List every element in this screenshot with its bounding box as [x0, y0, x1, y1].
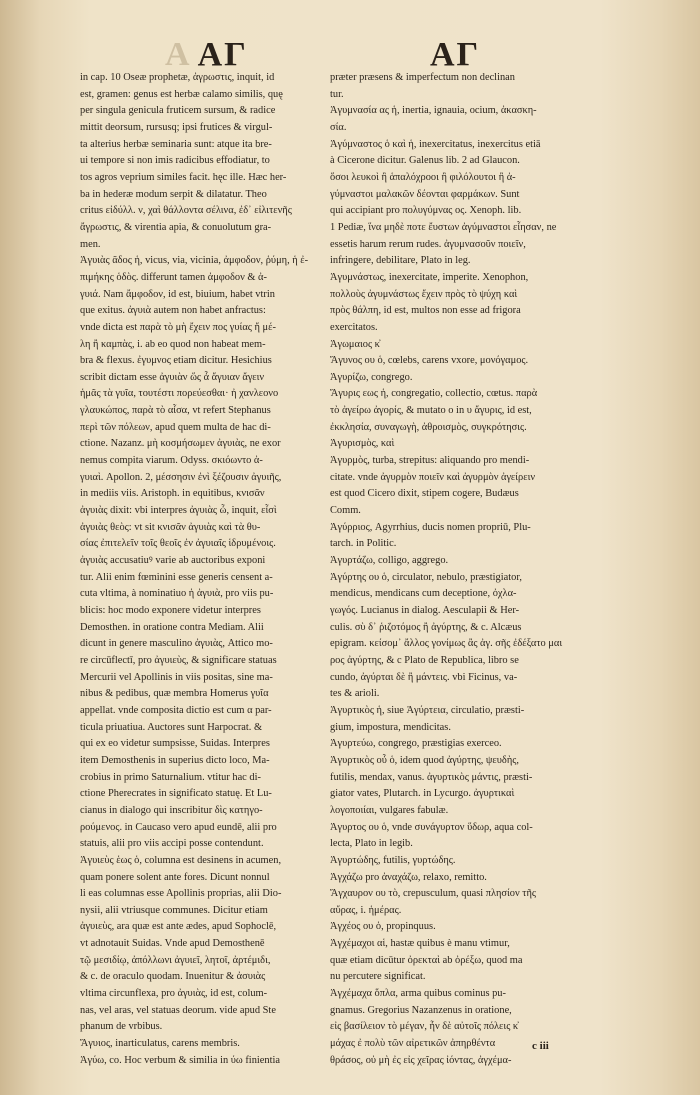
text-line: γυιαὶ. Apollon. 2, μέσσησιν ἐνὶ ξέζουσιν ἀγυιῆς, — [80, 471, 282, 483]
text-line: nemus compita viarum. Odyss. σκιόωντο ἀ- — [80, 455, 263, 467]
text-line: phanum de vrbibus. — [80, 1021, 163, 1033]
text-line: mittit deorsum, rursusq; ipsi frutices & virgul- — [80, 121, 273, 133]
text-line: ἐκκλησία, συναγωγὴ, ἀθροισμὸς, συγκρότησις. — [330, 421, 527, 433]
text-line: αὔρας, i. ἡμέρας. — [330, 904, 402, 916]
text-line: per singula genicula fruticem sursum, & radice — [80, 105, 276, 117]
text-line: futilis, mendax, vanus. ἀγυρτικὸς μάντις, præsti- — [330, 771, 533, 783]
text-line: Ἀγυμνάστως, inexercitate, imperite. Xenophon, — [330, 271, 529, 283]
text-line: & c. de oraculo quodam. Inuenitur & ἀσυιὰς — [80, 971, 266, 983]
text-line: πολλοὺς ἀγυμνάστως ἔχειν πρὸς τὸ ψύχη καὶ — [330, 288, 518, 300]
text-line: τῷ μεσιδίῳ, ἀπόλλωνι ἀγυιεῖ, λητοῖ, ἀρτέμιδι, — [80, 954, 271, 966]
text-line: ta alterius herbæ seminaria sunt: atque ita bre- — [80, 138, 272, 150]
text-line: exercitatos. — [330, 321, 378, 333]
text-line: λη ἢ καμπὰς, i. ab eo quod non habeat mem- — [80, 338, 266, 350]
running-head-left — [165, 36, 248, 74]
text-line: Demosthen. in oratione contra Mediam. Alii — [80, 621, 264, 633]
text-line: λογοποιίαι, vulgares fabulæ. — [330, 804, 449, 816]
left-column — [80, 70, 330, 1069]
text-line: Ἀγύρριος, Agyrrhius, ducis nomen propriū, Plu- — [330, 521, 531, 533]
text-line: tur. Alii enim fœminini esse generis censent a- — [80, 571, 273, 583]
text-line: πιμήκης ὁδὸς. differunt tamen ἀμφοδον & ἀ- — [80, 271, 267, 283]
text-line: quam ponere solent ante fores. Dicunt nonnul — [80, 871, 270, 883]
text-line: appellat. vnde composita dictio est cum α par- — [80, 704, 272, 716]
text-line: Ἀγχέμαχοι αἱ, hastæ quibus è manu vtimur, — [330, 938, 510, 950]
text-line: Comm. — [330, 505, 361, 517]
text-line: Ἀγύω, co. Hoc verbum & similia in ύω finientia — [80, 1054, 280, 1066]
text-line: vnde dicta est παρὰ τὸ μὴ ἔχειν πος γυίας ἤ μέ- — [80, 321, 276, 333]
text-line: Ἀγυρτικὸς ἡ, siue Ἀγύρτεια, circulatio, præsti- — [330, 704, 525, 716]
text-line: nysii, alii vtriusque communes. Dicitur etiam — [80, 904, 268, 916]
text-line: bra & flexus. ἐγυμνος etiam dicitur. Hesichius — [80, 355, 272, 367]
text-line: tes & arioli. — [330, 688, 380, 700]
text-line: tur. — [330, 88, 344, 100]
text-line: qui ex eo videtur sumpsisse, Suidas. Interpres — [80, 738, 270, 750]
text-line: est, gramen: genus est herbæ calamo similis, quę — [80, 88, 283, 100]
text-line: ctione. Nazanz. μὴ κοσμήσωμεν ἀγυιὰς, ne exor — [80, 438, 281, 450]
text-line: θράσος, οὐ μὴ ἐς εἰς χεῖρας ἰόντας, ἀγχέμα- — [330, 1054, 512, 1066]
text-line: giator vates, Plutarch. in Lycurgo. ἀγυρτικαὶ — [330, 788, 515, 800]
text-line: Ἀγυρτικὸς οὖ ὁ, idem quod ἀγύρτης, ψευδὴς, — [330, 754, 519, 766]
text-line: vltima circunflexa, pro ἀγυιὰς, id est, colum- — [80, 988, 268, 1000]
text-line: qui accipiant pro πολυγύμνας ος. Xenoph. lib. — [330, 205, 522, 217]
text-line: que exitus. ἀγυιὰ autem non habet anfractus: — [80, 305, 266, 317]
text-line: ρος ἀγύρτης, & c Plato de Republica, libro se — [330, 654, 519, 666]
text-line: Ἀγυρτώδης, futilis, γυρτώδης. — [330, 854, 456, 866]
text-line: nu percutere significat. — [330, 971, 426, 983]
text-line: Ἀγχάζω pro ἀναχάζω, relaxo, remitto. — [330, 871, 487, 883]
text-line: re circūflectī, pro ἀγυιεὺς, & significare statuas — [80, 654, 277, 666]
text-line: infringere, debilitare, Plato in leg. — [330, 255, 471, 267]
text-line: Ἀγυμνασία ας ἡ, inertia, ignauia, ocium, ἀκασκη- — [330, 105, 537, 117]
running-head-right: ΑΓ — [430, 36, 481, 73]
text-line: cuta vltima, à nominatiuo ἡ ἀγυιὰ, pro viis pu- — [80, 588, 274, 600]
text-line: præter præsens & imperfectum non declinan — [330, 72, 515, 83]
text-line: critus εἰδύλλ. ν, χαὶ θάλλοντα σέλινα, ἐδ᾽ εἰλιτενῆς — [80, 205, 292, 217]
text-line: Ἀγυρμὸς, turba, strepitus: aliquando pro mendi- — [330, 455, 530, 467]
text-line: Ἀγυρίζω, congrego. — [330, 371, 413, 383]
text-line: li eas columnas esse Apollinis proprias, alii Dio- — [80, 888, 282, 900]
text-line: ἀγυιεὺς, ara quæ est ante ædes, apud Sophoclē, — [80, 921, 277, 933]
text-line: ba in hederæ modum serpit & dilatatur. Theo — [80, 188, 267, 200]
text-line: culis. σὺ δ᾽ ῥιζοτόμος ἢ ἀγύρτης, & c. Alcæus — [330, 621, 522, 633]
text-line: ὅσοι λευκοὶ ἢ ἁπαλόχροοι ἢ φιλόλουτοι ἢ ἀ- — [330, 171, 516, 183]
text-line: nas, vel aras, vel statuas deorum. vide apud Ste — [80, 1004, 276, 1016]
text-line: ctione Pherecrates in significato statuę. Et Lu- — [80, 788, 272, 800]
text-line: ticula priuatiua. Auctores sunt Harpocrat. & — [80, 721, 263, 733]
text-line: in cap. 10 Oseæ prophetæ, ἀγρωστις, inquit, id — [80, 72, 275, 83]
text-line: à Cicerone dicitur. Galenus lib. 2 ad Glaucon. — [330, 155, 520, 167]
text-line: περὶ τῶν πόλεων, apud quem multa de hac di- — [80, 421, 271, 433]
text-line: Mercurii vel Apollinis in viis positas, sine ma- — [80, 671, 273, 683]
text-line: gnamus. Gregorius Nazanzenus in oratione, — [330, 1004, 512, 1016]
text-line: μάχας ἐ πολὺ τῶν αἰρετικῶν ἀπηρθέντα — [330, 1038, 496, 1050]
text-line: Ἀγυιὰς ᾶδος ἡ, vicus, via, vicinia, ἀμφοδον, ῥύμη, ἡ ἐ- — [80, 255, 309, 267]
text-line: ρούμενος. in Caucaso vero apud eundē, alii pro — [80, 821, 277, 833]
text-line: quæ etiam dicūtur ὀρεκταὶ ab ὀρέξω, quod ma — [330, 954, 523, 966]
text-line: Ἀγυιεὺς ἑως ὁ, columna est desinens in acumen, — [80, 854, 282, 866]
text-line: tarch. in Politic. — [330, 538, 397, 550]
text-line: Ἀγυρτάζω, colligo, aggrego. — [330, 555, 449, 567]
text-line: cianus in dialogo qui inscribitur δὶς κατηγο- — [80, 804, 263, 816]
text-line: Ἀγυρτος ου ὁ, vnde συνάγυρτον ὕδωρ, aqua col- — [330, 821, 533, 833]
text-line: γυιά. Nam ἄμφοδον, id est, biuium, habet vtrin — [80, 288, 275, 300]
text-line: Ἀγύμναστος ὁ καὶ ἡ, inexercitatus, inexercitus etiā — [330, 138, 541, 150]
signature-mark: c iii — [532, 1040, 549, 1052]
text-line: nibus & pedibus, quæ membra Homerus γυῖα — [80, 688, 269, 700]
text-line: Ἀγύρτης ου ὁ, circulator, nebulo, præstigiator, — [330, 571, 522, 583]
text-line: tos agros veprium similes facit. hęc ille. Hæc her- — [80, 171, 287, 183]
text-line: scribit dictam esse ἀγυιὰν ὥς ἆ ἄγυιαν ἄγειν — [80, 371, 265, 383]
text-line: γωγός. Lucianus in dialog. Aesculapii & Her- — [330, 605, 520, 616]
text-line: dicunt in genere masculino ἀγυιὰς, Attico mo- — [80, 638, 273, 650]
text-line: ἡμᾶς τὰ γυῖα, τουτέστι πορεύεσθαι· ἠ χανλεονο — [80, 388, 279, 400]
text-line: gium, impostura, mendicitas. — [330, 721, 451, 733]
text-line: ἄγρωστις, & virentia apia, & conuolutum gra- — [80, 221, 272, 233]
show-through-letter: A — [165, 36, 192, 73]
text-line: πρὸς θάλπη, id est, multos non esse ad frigora — [330, 305, 521, 317]
text-line: γλαυκώπος, παρὰ τὸ αἶσα, vt refert Stephanus — [80, 405, 271, 417]
text-line: statuis, alii pro viis accipi posse contendunt. — [80, 838, 264, 850]
text-line: σίας ἐπιτελεῖν τοῖς θεοῖς ἐν ἀγυιαῖς ἱδρυμένοις. — [80, 538, 276, 550]
text-line: blicis: hoc modo exponere videtur interpres — [80, 605, 261, 616]
text-line: Ἀγωμαιος κ̓ — [330, 338, 380, 350]
text-line: mendicus, mendicans cum deceptione, ὀχλα- — [330, 588, 517, 600]
text-line: γύμναστοι μαλακῶν δέονται φαρμάκων. Sunt — [330, 188, 520, 200]
text-line: Ἄγυιος, inarticulatus, carens membris. — [80, 1038, 240, 1050]
text-line: vt adnotauit Suidas. Vnde apud Demosthenē — [80, 938, 265, 950]
text-line: in mediis viis. Aristoph. in equitibus, κνισᾶν — [80, 488, 265, 500]
text-line: item Demosthenis in superius dicto loco, Ma- — [80, 754, 270, 766]
text-line: Ἄγχαυρον ου τὸ, crepusculum, quasi πλησίον τῆς — [330, 888, 537, 900]
text-line: Ἀγχέμαχα ὅπλα, arma quibus cominus pu- — [330, 988, 506, 1000]
text-line: εἰς βασίλειον τὸ μέγαν, ἦν δὲ αὐτοῖς πόλεις κ̓ — [330, 1021, 519, 1033]
text-line: Ἄγυνος ου ὁ, cœlebs, carens vxore, μονόγαμος. — [330, 355, 529, 367]
text-line: σία. — [330, 121, 347, 133]
text-line: Ἀγυρτεύω, congrego, præstigias exerceo. — [330, 738, 502, 750]
text-line: lecta, Plato in legib. — [330, 838, 413, 850]
text-line: ἀγυιὰς dixit: vbi interpres ἀγυιὰς ὦ, inquit, εἶσὶ — [80, 505, 277, 517]
text-line: men. — [80, 238, 101, 250]
text-line: τὸ ἀγείρω ἀγορίς, & mutato ο in υ ἄγυρις, id est, — [330, 405, 532, 417]
text-line: 1 Pediæ, ἵνα μηδὲ ποτε ἔυστων ἀγύμναστοι εἶησαν, ne — [330, 221, 557, 233]
text-line: est quod Cicero dixit, stipem cogere, Budæus — [330, 488, 519, 500]
text-line: ui tempore si non imis radicibus effodiatur, to — [80, 155, 270, 167]
right-column — [330, 70, 580, 1069]
text-line: Ἀγχέος ου ὁ, propinquus. — [330, 921, 436, 933]
text-line: epigram. κείσομ᾽ ἄλλος γονίμως ἂς ἀγ. σῆς ἐδέξατο μαι — [330, 638, 563, 650]
text-line: cundo, ἀγύρται δὲ ἢ μάντεις. vbi Ficinus, va- — [330, 671, 518, 683]
running-head-left-text: ΑΓ — [197, 36, 248, 73]
text-line: citate. vnde ἀγυρμὸν ποιεῖν καὶ ἀγυρμὸν ἀγείρειν — [330, 471, 536, 483]
text-line: essetis harum rerum rudes. ἀγυμνασοῦν ποιεῖν, — [330, 238, 526, 250]
text-line: ἀγυιὰς θεὸς: vt sit κνισᾶν ἀγυιὰς καὶ τὰ θυ- — [80, 521, 261, 533]
text-line: ἀγυιὰς accusatiuꝰ varie ab auctoribus exponi — [80, 555, 266, 567]
text-line: Ἄγυρις εως ἡ, congregatio, collectio, cœtus. παρὰ — [330, 388, 538, 400]
text-line: Ἀγυρισμὸς, καὶ — [330, 438, 395, 450]
text-line: crobius in primo Saturnalium. vtitur hac di- — [80, 771, 261, 783]
